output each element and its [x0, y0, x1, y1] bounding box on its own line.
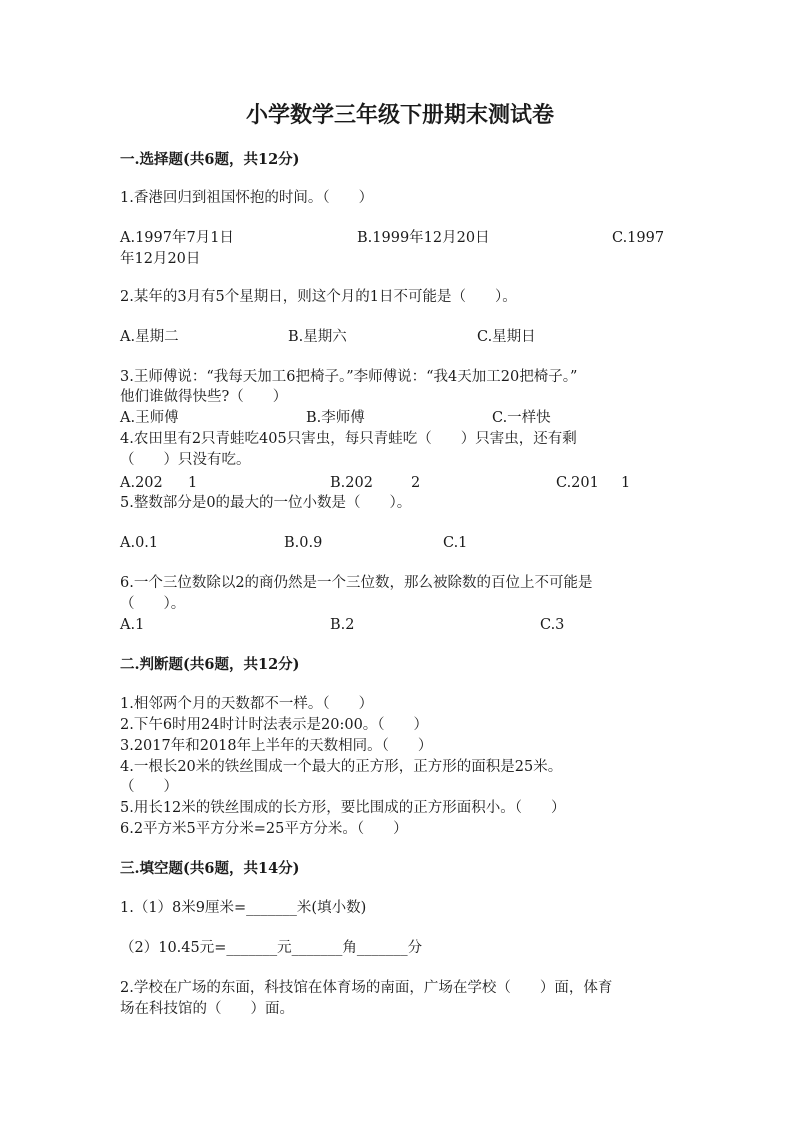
question-5-stem: 5.整数部分是0的最大的一位小数是（ ）。: [120, 495, 412, 511]
section-heading-fill-in: 三.填空题(共6题，共14分): [120, 860, 300, 877]
question-1-option-b: B.1999年12月20日: [357, 230, 490, 246]
section-heading-choice: 一.选择题(共6题，共12分): [120, 151, 300, 168]
question-3-option-b: B.李师傅: [306, 410, 365, 426]
question-1-option-c-continued: 年12月20日: [120, 251, 201, 267]
question-1-stem: 1.香港回归到祖国怀抱的时间。（ ）: [120, 190, 374, 206]
page-title: 小学数学三年级下册期末测试卷: [245, 102, 554, 128]
section-heading-judgement: 二.判断题(共6题，共12分): [120, 656, 300, 673]
question-2-option-c: C.星期日: [477, 329, 536, 345]
judgement-item-2: 2.下午6时用24时计时法表示是20:00。（ ）: [120, 717, 429, 733]
question-3-stem-continued: 他们谁做得快些?（ ）: [120, 389, 288, 405]
judgement-item-3: 3.2017年和2018年上半年的天数相同。（ ）: [120, 738, 433, 754]
question-3-option-a: A.王师傅: [120, 410, 179, 426]
question-5-option-b: B.0.9: [284, 535, 323, 551]
fill-in-question-1-part-2: （2）10.45元=_______元_______角_______分: [120, 940, 423, 956]
question-1-option-a: A.1997年7月1日: [120, 230, 234, 246]
question-4-stem-continued: （ ）只没有吃。: [120, 452, 251, 468]
question-6-stem: 6.一个三位数除以2的商仍然是一个三位数，那么被除数的百位上不可能是: [120, 575, 593, 591]
fill-in-question-2-continued: 场在科技馆的（ ）面。: [120, 1001, 294, 1017]
question-3-option-c: C.一样快: [492, 410, 551, 426]
question-6-option-a: A.1: [120, 617, 145, 633]
question-5-option-c: C.1: [443, 535, 468, 551]
question-4-option-b-remainder: 2: [411, 475, 421, 491]
judgement-item-5: 5.用长12米的铁丝围成的长方形，要比围成的正方形面积小。（ ）: [120, 800, 566, 816]
question-4-option-c-remainder: 1: [621, 475, 631, 491]
question-2-stem: 2.某年的3月有5个星期日，则这个月的1日不可能是（ ）。: [120, 289, 517, 305]
question-4-option-c: C.201: [556, 475, 599, 491]
question-3-stem: 3.王师傅说：“我每天加工6把椅子。”李师傅说：“我4天加工20把椅子。”: [120, 369, 578, 385]
question-4-option-a-remainder: 1: [188, 475, 198, 491]
fill-in-question-2: 2.学校在广场的东面，科技馆在体育场的南面，广场在学校（ ）面，体育: [120, 980, 613, 996]
fill-in-question-1-part-1: 1.（1）8米9厘米=_______米(填小数): [120, 900, 367, 916]
question-4-stem: 4.农田里有2只青蛙吃405只害虫，每只青蛙吃（ ）只害虫，还有剩: [120, 431, 577, 447]
question-5-option-a: A.0.1: [120, 535, 159, 551]
question-6-option-c: C.3: [540, 617, 565, 633]
question-1-option-c: C.1997: [612, 230, 665, 246]
judgement-item-6: 6.2平方米5平方分米=25平方分米。（ ）: [120, 821, 408, 837]
question-2-option-b: B.星期六: [288, 329, 347, 345]
question-2-option-a: A.星期二: [120, 329, 179, 345]
question-6-stem-continued: （ ）。: [120, 596, 186, 612]
judgement-item-4: 4.一根长20米的铁丝围成一个最大的正方形，正方形的面积是25米。: [120, 759, 563, 775]
question-4-option-b: B.202: [330, 475, 373, 491]
question-6-option-b: B.2: [330, 617, 355, 633]
judgement-item-4-continued: （ ）: [120, 779, 178, 795]
question-4-option-a: A.202: [120, 475, 163, 491]
judgement-item-1: 1.相邻两个月的天数都不一样。（ ）: [120, 696, 374, 712]
